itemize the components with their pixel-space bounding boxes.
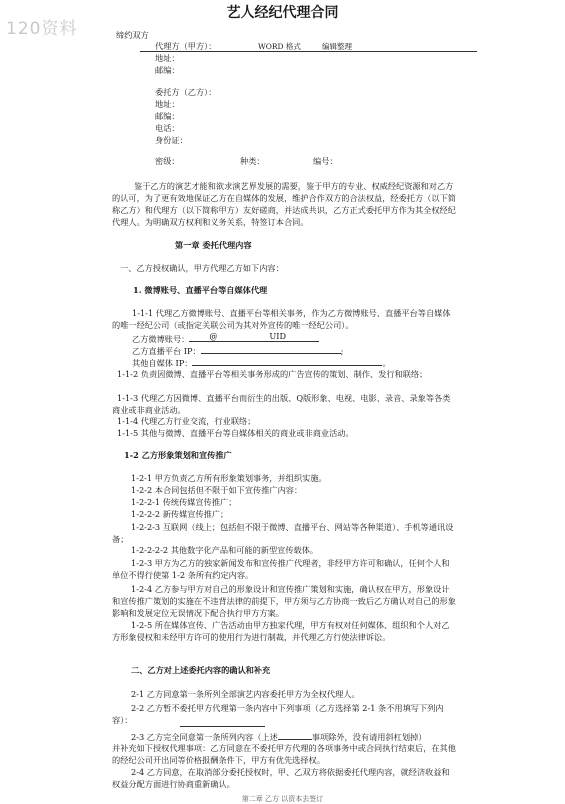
clause-1-2-2: 1-2-2 本合同包括但不限于如下宣传推广内容： [131, 485, 303, 495]
confidential-label: 密级： [155, 156, 180, 166]
party-b-address: 地址： [155, 99, 180, 109]
section-1-intro: 一、乙方授权确认，甲方代理乙方如下内容： [120, 263, 284, 273]
clause-1-1-5: 1-1-5 其他与微博、直播平台等自媒体相关的商业或非商业活动。 [117, 428, 354, 438]
clause-1-2-2-2: 1-2-2-2 新传媒宣传推广； [131, 509, 229, 519]
weibo-at-symbol: @ [209, 331, 218, 341]
party-a-address: 地址： [155, 53, 180, 63]
clause-1-1-3: 1-1-3 代理乙方因微博、直播平台而衍生的出版、Q版形象、电视、电影、录音、录象等各类商业或非商业活动。 [112, 393, 451, 415]
other-ip-label: 其他自媒体 IP： [132, 358, 193, 368]
live-ip-label: 乙方直播平台 IP： [132, 346, 201, 356]
clause-1-2-1: 1-2-1 甲方负责乙方所有形象策划事务，并组织实施。 [131, 473, 327, 483]
weibo-account-label: 乙方微博账号： [132, 334, 190, 344]
edit-note-label: 编辑整理 [322, 42, 352, 51]
clause-2-3-blank [278, 730, 312, 740]
party-b-phone: 电话： [155, 123, 180, 133]
number-label: 编号： [313, 156, 338, 166]
preamble-paragraph: 鉴于乙方的演艺才能和欲求演艺界发展的需要，鉴于甲方的专业、权威经纪资源和对乙方的认可，为了更有效地保证乙方在自媒体的发展，维护合作双方的合法权益，经委托方（以下简称乙方）和代理方（以下简称甲方）友好磋商，并达成共识，乙方正式委托甲方作为其全权经纪代理人。为明确双方权利和义务关系，特签订本合同。 [112, 181, 456, 227]
party-b-label: 委托方（乙方）： [155, 87, 217, 97]
section-1-heading: 1. 微博账号、直播平台等自媒体代理 [133, 285, 268, 295]
footer-cutoff-text: 第二章 乙方 以资本去签订 [241, 795, 324, 803]
party-b-postcode: 邮编： [155, 111, 180, 121]
clause-2-3-start: 2-3 乙方完全同意第一条所列内容（上述 [131, 732, 278, 742]
clause-1-2-2-3: 1-2-2-3 互联网（线上；包括但不限于微博、直播平台、网站等各种渠道）、手机等通讯设备； [112, 522, 454, 544]
clause-1-2-2-1: 1-2-2-1 传统传媒宣传推广； [131, 497, 237, 507]
clause-1-1-4: 1-1-4 代理乙方行业交流，行业联络； [117, 416, 256, 426]
clause-2-2-blank [180, 717, 265, 727]
party-a-label: 代理方（甲方）： [155, 41, 217, 51]
live-ip-row: 乙方直播平台 IP： ; [132, 346, 344, 356]
party-label: 缔约双方 [116, 30, 149, 40]
clause-1-2-3: 1-2-3 甲方为乙方的独家新闻发布和宣传推广代理者，非经甲方许可和确认，任何个人和单位不得行使第 1-2 条所有约定内容。 [112, 558, 450, 580]
weibo-account-blank [189, 332, 319, 342]
section-2-heading: 二、乙方对上述委托内容的确认和补充 [131, 665, 271, 675]
section-1-2-heading: 1-2 乙方形象策划和宣传推广 [124, 450, 232, 460]
clause-1-2-2-2-2: 1-2-2-2-2 其他数字化产品和可能的新型宣传载体。 [131, 545, 319, 555]
clause-2-3-exclusion: 事项除外，没有请用斜杠划掉） [311, 732, 427, 742]
party-a-postcode: 邮编： [155, 65, 180, 75]
clause-2-2: 2-2 乙方暂不委托甲方代理第一条内容中下列事项（乙方选择第 2-1 条不用填写下列内容）： [112, 703, 444, 725]
document-title: 艺人经纪代理合同 [226, 5, 339, 21]
other-ip-row: 其他自媒体 IP： 。 [132, 358, 391, 368]
other-ip-blank [192, 356, 382, 366]
party-b-id-card: 身份证： [155, 135, 188, 145]
clause-2-2-blank-row [180, 717, 265, 730]
uid-label: UID [269, 331, 287, 341]
clause-1-2-5: 1-2-5 所在媒体宣传、广告活动由甲方独家代理，甲方有权对任何媒体、组织和个人对乙方形象侵权和未经甲方许可的使用行为进行制裁，并代理乙方行使法律诉讼。 [112, 620, 450, 642]
word-format-label: WORD 格式 [258, 42, 301, 51]
clause-2-1: 2-1 乙方同意第一条所列全部演艺内容委托甲方为全权代理人。 [131, 689, 360, 699]
clause-1-2-4: 1-2-4 乙方参与甲方对自己的形象设计和宣传推广策划和实施，确认权在甲方，形象设计和宣传推广策划的实施在不违背法律的前提下，甲方须与乙方协商一致后乙方确认对自己的形象影响和发展定位无误情况下配合执行甲方方案。 [112, 584, 456, 618]
watermark-text: 120资料 [6, 19, 78, 39]
clause-1-1-1: 1-1-1 代理乙方微博账号、直播平台等相关事务，作为乙方微博账号、直播平台等自媒体的唯一经纪公司（或指定关联公司为其对外宣传的唯一经纪公司）。 [112, 308, 451, 330]
clause-1-1-2: 1-1-2 负责因微博、直播平台等相关事务形成的广告宣传的策划、制作、发行和联络； [117, 369, 428, 379]
clause-2-3-continuation: 并补充如下授权代理事项：乙方同意在不委托甲方代理的各项事务中或合同执行结束后，在其他的经纪公司开出同等价格报酬条件下，甲方有优先选择权。 [112, 743, 456, 765]
category-label: 种类： [240, 156, 265, 166]
clause-2-4: 2-4 乙方同意，在取消部分委托授权时，甲、乙双方将依据委托代理内容，就经济收益和权益分配方面进行协商重新确认。 [112, 767, 450, 789]
live-ip-blank [201, 344, 341, 354]
header-divider [140, 51, 477, 52]
chapter-1-heading: 第一章 委托代理内容 [175, 240, 252, 250]
